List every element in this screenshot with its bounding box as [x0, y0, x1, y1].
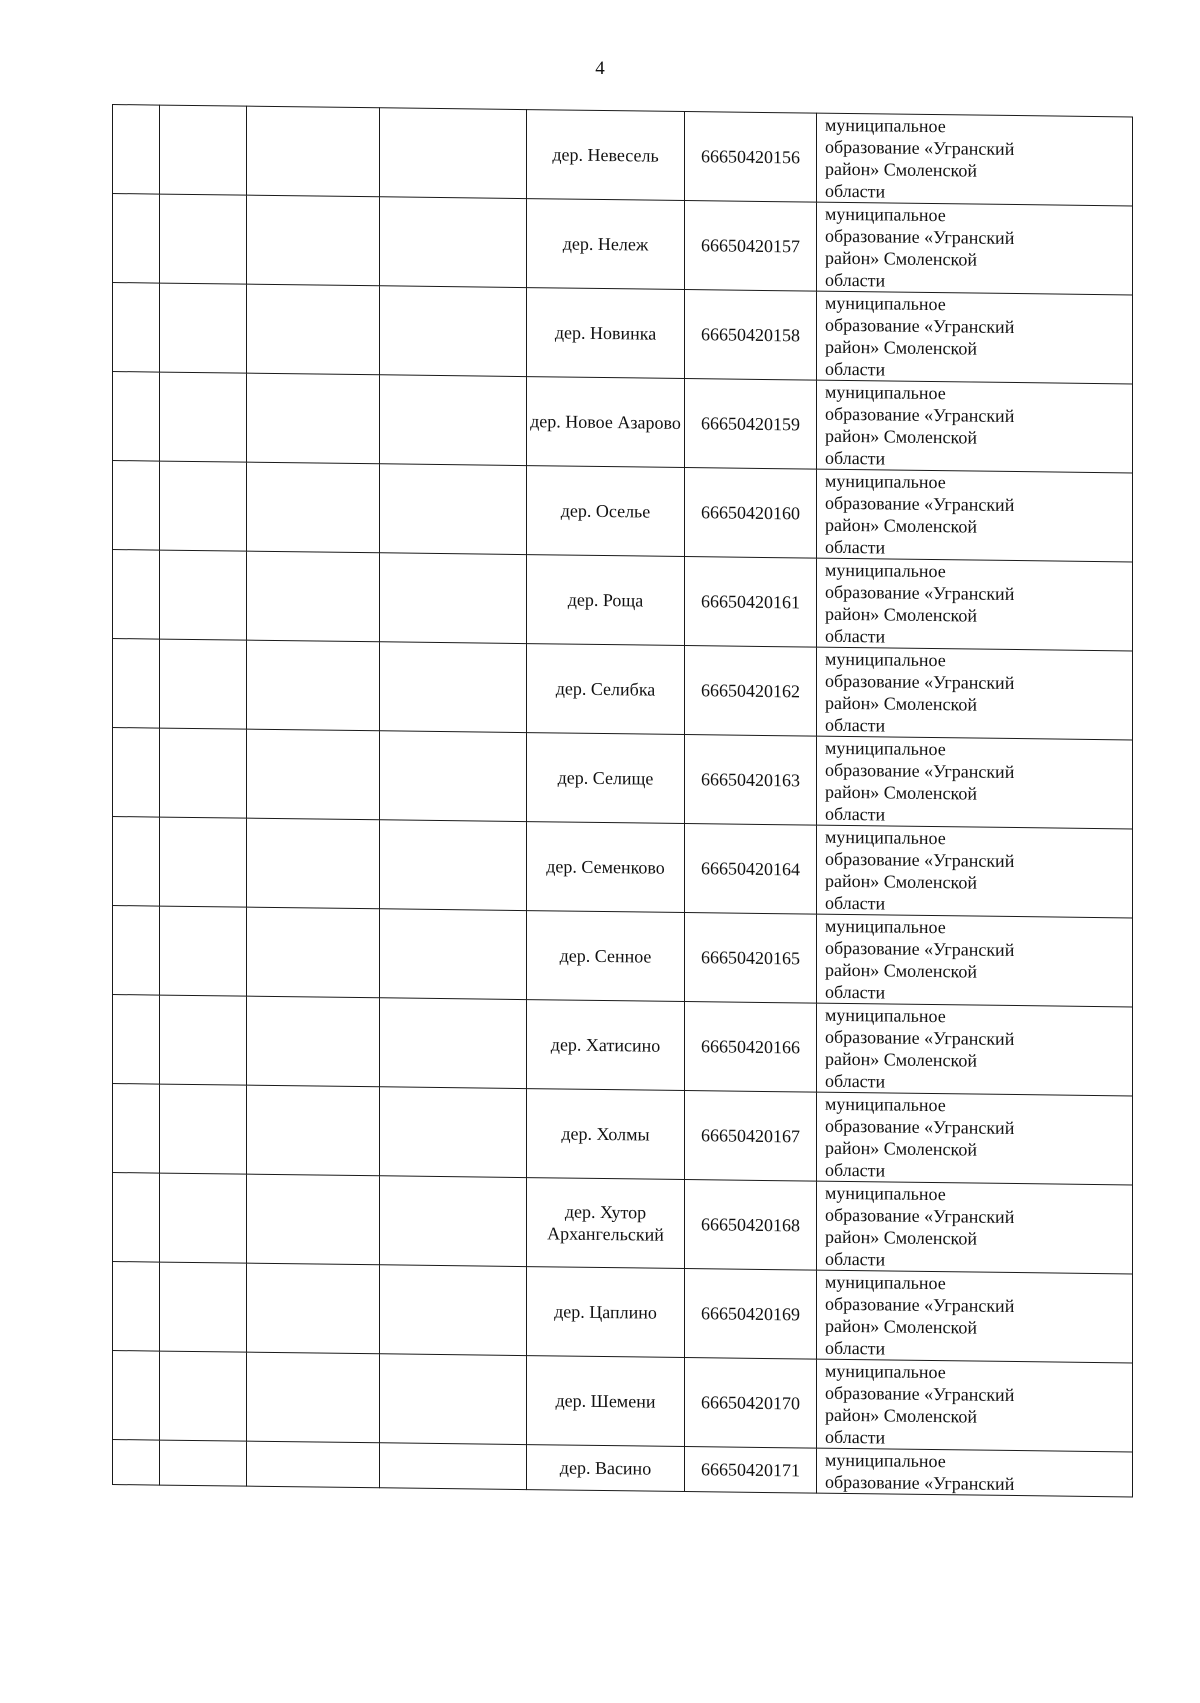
municipality-line: район» Смоленской: [825, 158, 977, 181]
municipality-line: район» Смоленской: [825, 870, 977, 893]
empty-cell: [247, 996, 380, 1087]
oktmo-code-cell: 66650420161: [685, 556, 817, 647]
oktmo-code-cell: 66650420162: [685, 645, 817, 736]
municipality-line: район» Смоленской: [825, 425, 977, 448]
empty-cell: [380, 286, 527, 377]
oktmo-code-cell: 66650420169: [685, 1268, 817, 1359]
page-number: 4: [595, 58, 605, 79]
empty-cell: [380, 998, 527, 1089]
municipality-line: области: [825, 1070, 886, 1092]
municipality-line: район» Смоленской: [825, 1315, 977, 1338]
oktmo-code-cell: 66650420163: [685, 734, 817, 825]
municipality-line: район» Смоленской: [825, 336, 977, 359]
empty-cell: [247, 284, 380, 375]
empty-cell: [160, 372, 247, 462]
settlement-name-cell: дер. Невесель: [527, 110, 685, 201]
municipality-line: район» Смоленской: [825, 514, 977, 537]
empty-cell: [113, 728, 160, 818]
empty-cell: [380, 1443, 527, 1490]
empty-cell: [113, 283, 160, 373]
empty-cell: [247, 106, 380, 197]
municipality-line: муниципальное: [825, 737, 946, 760]
empty-cell: [380, 553, 527, 644]
municipality-line: муниципальное: [825, 203, 946, 226]
empty-cell: [160, 639, 247, 729]
municipality-line: район» Смоленской: [825, 1226, 977, 1249]
table-row: [113, 1262, 1133, 1363]
municipality-line: район» Смоленской: [825, 1048, 977, 1071]
municipality-cell: [817, 380, 1133, 473]
municipality-line: район» Смоленской: [825, 692, 977, 715]
municipality-cell: [817, 1003, 1133, 1096]
empty-cell: [160, 194, 247, 284]
empty-cell: [113, 639, 160, 729]
empty-cell: [380, 108, 527, 199]
municipality-line: образование «Угранский: [825, 403, 1015, 427]
municipality-line: образование «Угранский: [825, 581, 1015, 605]
municipality-line: образование «Угранский: [825, 1382, 1015, 1406]
empty-cell: [380, 375, 527, 466]
municipality-line: образование «Угранский: [825, 225, 1015, 249]
settlement-name-cell: дер. Семенково: [527, 822, 685, 913]
empty-cell: [247, 818, 380, 909]
table-row: [113, 728, 1133, 829]
municipality-line: муниципальное: [825, 559, 946, 582]
municipality-line: образование «Угранский: [825, 670, 1015, 694]
municipality-line: образование «Угранский: [825, 1204, 1015, 1228]
municipality-line: области: [825, 1159, 886, 1181]
empty-cell: [113, 1173, 160, 1263]
empty-cell: [380, 464, 527, 555]
municipality-line: образование «Угранский: [825, 759, 1015, 783]
empty-cell: [160, 283, 247, 373]
empty-cell: [247, 1352, 380, 1443]
municipality-line: образование «Угранский: [825, 492, 1015, 516]
municipality-cell: [817, 1181, 1133, 1274]
municipality-line: области: [825, 1426, 886, 1448]
empty-cell: [160, 1262, 247, 1352]
municipality-line: муниципальное: [825, 1360, 946, 1383]
table-row: [113, 639, 1133, 740]
municipality-line: области: [825, 180, 886, 202]
municipality-line: области: [825, 892, 886, 914]
municipality-cell: [817, 469, 1133, 562]
municipality-line: район» Смоленской: [825, 781, 977, 804]
settlement-name-cell: дер. Нележ: [527, 199, 685, 290]
empty-cell: [160, 906, 247, 996]
municipality-line: муниципальное: [825, 381, 946, 404]
municipality-line: район» Смоленской: [825, 603, 977, 626]
oktmo-code-cell: 66650420156: [685, 111, 817, 202]
settlement-name-cell: дер. Сенное: [527, 911, 685, 1002]
table-row: [113, 906, 1133, 1007]
empty-cell: [247, 551, 380, 642]
settlement-name-cell: дер. Шемени: [527, 1356, 685, 1447]
municipality-line: образование «Угранский: [825, 1026, 1015, 1050]
municipality-line: области: [825, 447, 886, 469]
municipality-line: области: [825, 625, 886, 647]
table-row: [113, 1351, 1133, 1452]
oktmo-code-cell: 66650420164: [685, 823, 817, 914]
table-row: [113, 817, 1133, 918]
municipality-line: образование «Угранский: [825, 1293, 1015, 1317]
empty-cell: [380, 1354, 527, 1445]
settlement-name-cell: дер. Новое Азарово: [527, 377, 685, 468]
municipality-cell: [817, 291, 1133, 384]
municipality-line: области: [825, 269, 886, 291]
municipality-line: области: [825, 981, 886, 1003]
municipality-line: муниципальное: [825, 1449, 946, 1472]
oktmo-code-cell: 66650420170: [685, 1357, 817, 1448]
municipality-line: образование «Угранский: [825, 1115, 1015, 1139]
municipality-cell: [817, 1270, 1133, 1363]
empty-cell: [113, 906, 160, 996]
municipality-cell: [817, 202, 1133, 295]
empty-cell: [247, 195, 380, 286]
municipality-line: области: [825, 1248, 886, 1270]
municipality-line: муниципальное: [825, 915, 946, 938]
municipality-line: муниципальное: [825, 470, 946, 493]
table-row: [113, 194, 1133, 295]
municipality-line: образование «Угранский: [825, 937, 1015, 961]
settlement-name-cell: дер. Роща: [527, 555, 685, 646]
oktmo-code-cell: 66650420171: [685, 1446, 817, 1493]
oktmo-code-cell: 66650420160: [685, 467, 817, 558]
empty-cell: [247, 1174, 380, 1265]
empty-cell: [113, 550, 160, 640]
municipality-line: образование «Угранский: [825, 314, 1015, 338]
settlements-table: [112, 104, 1133, 1497]
settlement-name-cell: дер. Холмы: [527, 1089, 685, 1180]
empty-cell: [113, 1262, 160, 1352]
empty-cell: [160, 1351, 247, 1441]
empty-cell: [113, 461, 160, 551]
empty-cell: [160, 995, 247, 1085]
empty-cell: [247, 462, 380, 553]
table-row: [113, 1173, 1133, 1274]
municipality-line: муниципальное: [825, 1004, 946, 1027]
empty-cell: [113, 194, 160, 284]
oktmo-code-cell: 66650420166: [685, 1001, 817, 1092]
municipality-cell: [817, 113, 1133, 206]
municipality-cell: [817, 1359, 1133, 1452]
empty-cell: [247, 907, 380, 998]
table-row: [113, 283, 1133, 384]
settlement-name-cell: дер. Хатисино: [527, 1000, 685, 1091]
empty-cell: [160, 728, 247, 818]
settlement-name-cell: дер. Селибка: [527, 644, 685, 735]
empty-cell: [160, 1173, 247, 1263]
settlement-name-cell: дер. Цаплино: [527, 1267, 685, 1358]
table-row: [113, 550, 1133, 651]
municipality-line: муниципальное: [825, 648, 946, 671]
empty-cell: [380, 197, 527, 288]
municipality-line: области: [825, 714, 886, 736]
empty-cell: [113, 817, 160, 907]
empty-cell: [113, 1351, 160, 1441]
municipality-cell: [817, 825, 1133, 918]
municipality-cell: [817, 914, 1133, 1007]
municipality-line: муниципальное: [825, 1093, 946, 1116]
municipality-cell: [817, 1092, 1133, 1185]
table-row: [113, 372, 1133, 473]
empty-cell: [247, 1085, 380, 1176]
table-row: [113, 995, 1133, 1096]
empty-cell: [380, 1176, 527, 1267]
empty-cell: [247, 1263, 380, 1354]
empty-cell: [380, 909, 527, 1000]
empty-cell: [113, 995, 160, 1085]
municipality-line: район» Смоленской: [825, 959, 977, 982]
municipality-line: образование «Угранский: [825, 848, 1015, 872]
empty-cell: [380, 731, 527, 822]
municipality-line: области: [825, 1337, 886, 1359]
empty-cell: [380, 642, 527, 733]
municipality-line: муниципальное: [825, 114, 946, 137]
municipality-line: муниципальное: [825, 1271, 946, 1294]
oktmo-code-cell: 66650420165: [685, 912, 817, 1003]
empty-cell: [160, 550, 247, 640]
municipality-line: образование «Угранский: [825, 136, 1015, 160]
oktmo-code-cell: 66650420158: [685, 289, 817, 380]
table-row: [113, 105, 1133, 206]
oktmo-code-cell: 66650420168: [685, 1179, 817, 1270]
municipality-line: образование «Угранский: [825, 1471, 1015, 1495]
oktmo-code-cell: 66650420167: [685, 1090, 817, 1181]
empty-cell: [247, 729, 380, 820]
empty-cell: [160, 817, 247, 907]
municipality-line: район» Смоленской: [825, 1404, 977, 1427]
empty-cell: [113, 105, 160, 195]
empty-cell: [247, 1441, 380, 1488]
municipality-cell: [817, 736, 1133, 829]
empty-cell: [113, 1084, 160, 1174]
empty-cell: [247, 373, 380, 464]
municipality-line: муниципальное: [825, 1182, 946, 1205]
settlement-name-cell: дер. Васино: [527, 1445, 685, 1492]
empty-cell: [160, 1440, 247, 1486]
municipality-line: области: [825, 536, 886, 558]
table-row: [113, 1084, 1133, 1185]
table-row: [113, 461, 1133, 562]
settlement-name-cell: дер. Оселье: [527, 466, 685, 557]
oktmo-code-cell: 66650420159: [685, 378, 817, 469]
municipality-line: области: [825, 358, 886, 380]
municipality-line: район» Смоленской: [825, 247, 977, 270]
empty-cell: [160, 1084, 247, 1174]
settlement-name-cell: дер. Хутор Архангельский: [527, 1178, 685, 1269]
empty-cell: [380, 1087, 527, 1178]
municipality-line: район» Смоленской: [825, 1137, 977, 1160]
empty-cell: [247, 640, 380, 731]
municipality-cell: [817, 558, 1133, 651]
settlement-name-cell: дер. Селище: [527, 733, 685, 824]
empty-cell: [160, 105, 247, 195]
settlement-name-cell: дер. Новинка: [527, 288, 685, 379]
empty-cell: [380, 820, 527, 911]
municipality-line: муниципальное: [825, 292, 946, 315]
empty-cell: [113, 372, 160, 462]
municipality-line: области: [825, 803, 886, 825]
empty-cell: [380, 1265, 527, 1356]
municipality-cell: [817, 1448, 1133, 1497]
municipality-line: муниципальное: [825, 826, 946, 849]
empty-cell: [113, 1440, 160, 1486]
municipality-cell: [817, 647, 1133, 740]
empty-cell: [160, 461, 247, 551]
oktmo-code-cell: 66650420157: [685, 200, 817, 291]
